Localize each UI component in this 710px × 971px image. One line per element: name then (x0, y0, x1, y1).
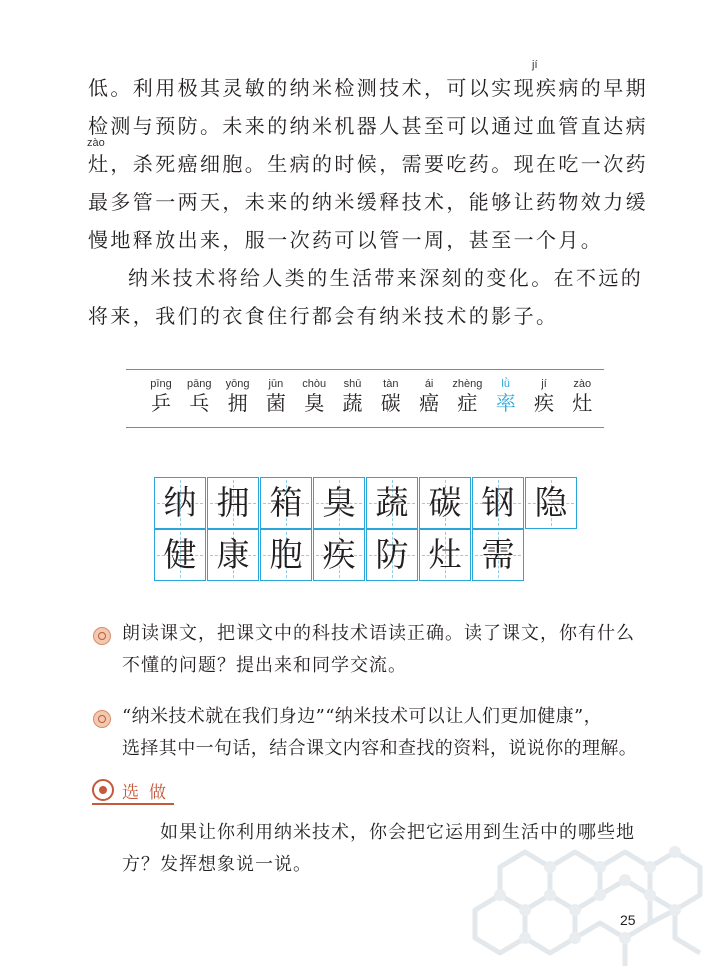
write-char: 蔬 (375, 483, 409, 522)
exercise-2-line-2: 选择其中一句话，结合课文内容和查找的资料，说说你的理解。 (122, 738, 638, 759)
exercise-2-line-1: “纳米技术就在我们身边”“纳米技术可以让人们更加健康”， (122, 706, 603, 727)
write-cell (525, 477, 577, 529)
recognize-char (449, 377, 485, 415)
write-char: 碳 (428, 483, 462, 522)
write-char: 疾 (322, 535, 356, 574)
char-pinyin: jí (541, 378, 547, 390)
page-number: 25 (620, 912, 636, 928)
write-char: 防 (375, 535, 409, 574)
char-hanzi: 率 (495, 391, 516, 415)
write-cell (366, 477, 418, 529)
pinyin-zao: zào (87, 137, 105, 149)
recognize-char (526, 377, 562, 415)
write-char: 隐 (534, 483, 568, 522)
recognize-char (258, 377, 294, 415)
write-char: 健 (163, 535, 197, 574)
optional-label: 选做 (122, 783, 176, 803)
char-hanzi: 症 (457, 391, 478, 415)
char-hanzi: 灶 (572, 391, 593, 415)
recognize-char (143, 377, 179, 415)
char-pinyin: chòu (302, 378, 327, 390)
write-char: 需 (481, 535, 515, 574)
char-hanzi: 菌 (265, 391, 286, 415)
char-pinyin: tàn (383, 378, 399, 390)
char-hanzi: 癌 (419, 391, 440, 415)
recognize-char (373, 377, 409, 415)
paragraph-line: 纳米技术将给人类的生活带来深刻的变化。在不远的 (128, 266, 644, 290)
write-char: 箱 (269, 483, 303, 522)
char-hanzi: 乓 (189, 391, 210, 415)
write-cell (207, 477, 259, 529)
optional-line-1: 如果让你利用纳米技术，你会把它运用到生活中的哪些地 (160, 822, 635, 843)
char-hanzi: 乒 (151, 391, 171, 415)
write-cell (207, 529, 259, 581)
write-cell (366, 529, 418, 581)
exercise-icon (93, 627, 111, 645)
write-cell (260, 529, 312, 581)
paragraph-line: 低。利用极其灵敏的纳米检测技术，可以实现疾病的早期 (88, 76, 648, 100)
write-cell (419, 477, 471, 529)
write-char: 臭 (322, 483, 356, 522)
exercise-1-line-2: 不懂的问题？提出来和同学交流。 (122, 655, 407, 676)
char-pinyin: pāng (187, 378, 212, 390)
recognize-char (488, 377, 524, 415)
recognize-char (564, 377, 600, 415)
char-hanzi: 臭 (304, 391, 325, 415)
optional-line-2: 方？发挥想象说一说。 (122, 854, 312, 875)
paragraph-line: 最多管一两天，未来的纳米缓释技术，能够让药物效力缓 (88, 190, 648, 214)
char-pinyin: yōng (225, 378, 250, 390)
recognize-char (220, 377, 256, 415)
char-pinyin: pīng (150, 378, 172, 390)
recognize-char (296, 377, 332, 415)
recognize-char (181, 377, 217, 415)
char-hanzi: 疾 (534, 391, 554, 415)
write-cell (154, 529, 206, 581)
write-char: 钢 (481, 483, 515, 522)
write-char: 胞 (269, 535, 303, 574)
char-pinyin: zhèng (452, 378, 483, 390)
strip-bottom-rule (126, 427, 604, 428)
paragraph-line: 慢地释放出来，服一次药可以管一周，甚至一个月。 (88, 228, 604, 252)
recognize-char (411, 377, 447, 415)
write-cell (313, 529, 365, 581)
exercise-1-line-1: 朗读课文，把课文中的科技术语读正确。读了课文，你有什么 (122, 623, 635, 644)
char-pinyin: ái (424, 378, 434, 390)
write-char: 灶 (428, 535, 462, 574)
char-pinyin: jūn (268, 378, 284, 390)
write-cell (260, 477, 312, 529)
optional-icon (92, 779, 114, 801)
recognize-char (335, 377, 371, 415)
pinyin-ji: jí (532, 59, 538, 71)
optional-underline (92, 803, 174, 805)
char-pinyin: zào (573, 378, 592, 390)
write-char: 康 (216, 535, 250, 574)
char-pinyin: lǜ (501, 378, 510, 390)
char-pinyin: shū (343, 378, 362, 390)
write-cell (154, 477, 206, 529)
write-cell (472, 529, 524, 581)
char-hanzi: 拥 (227, 391, 248, 415)
char-hanzi: 蔬 (342, 391, 363, 415)
write-cell (472, 477, 524, 529)
write-char: 拥 (216, 483, 250, 522)
write-cell (313, 477, 365, 529)
exercise-icon (93, 710, 111, 728)
write-cell (419, 529, 471, 581)
strip-top-rule (126, 369, 604, 370)
molecule-decoration (455, 820, 710, 971)
paragraph-line: 将来，我们的衣食住行都会有纳米技术的影子。 (88, 304, 559, 328)
write-char: 纳 (163, 483, 197, 522)
char-hanzi: 碳 (380, 391, 401, 415)
paragraph-line: 检测与预防。未来的纳米机器人甚至可以通过血管直达病 (88, 114, 648, 138)
paragraph-line: 灶，杀死癌细胞。生病的时候，需要吃药。现在吃一次药 (88, 152, 648, 176)
